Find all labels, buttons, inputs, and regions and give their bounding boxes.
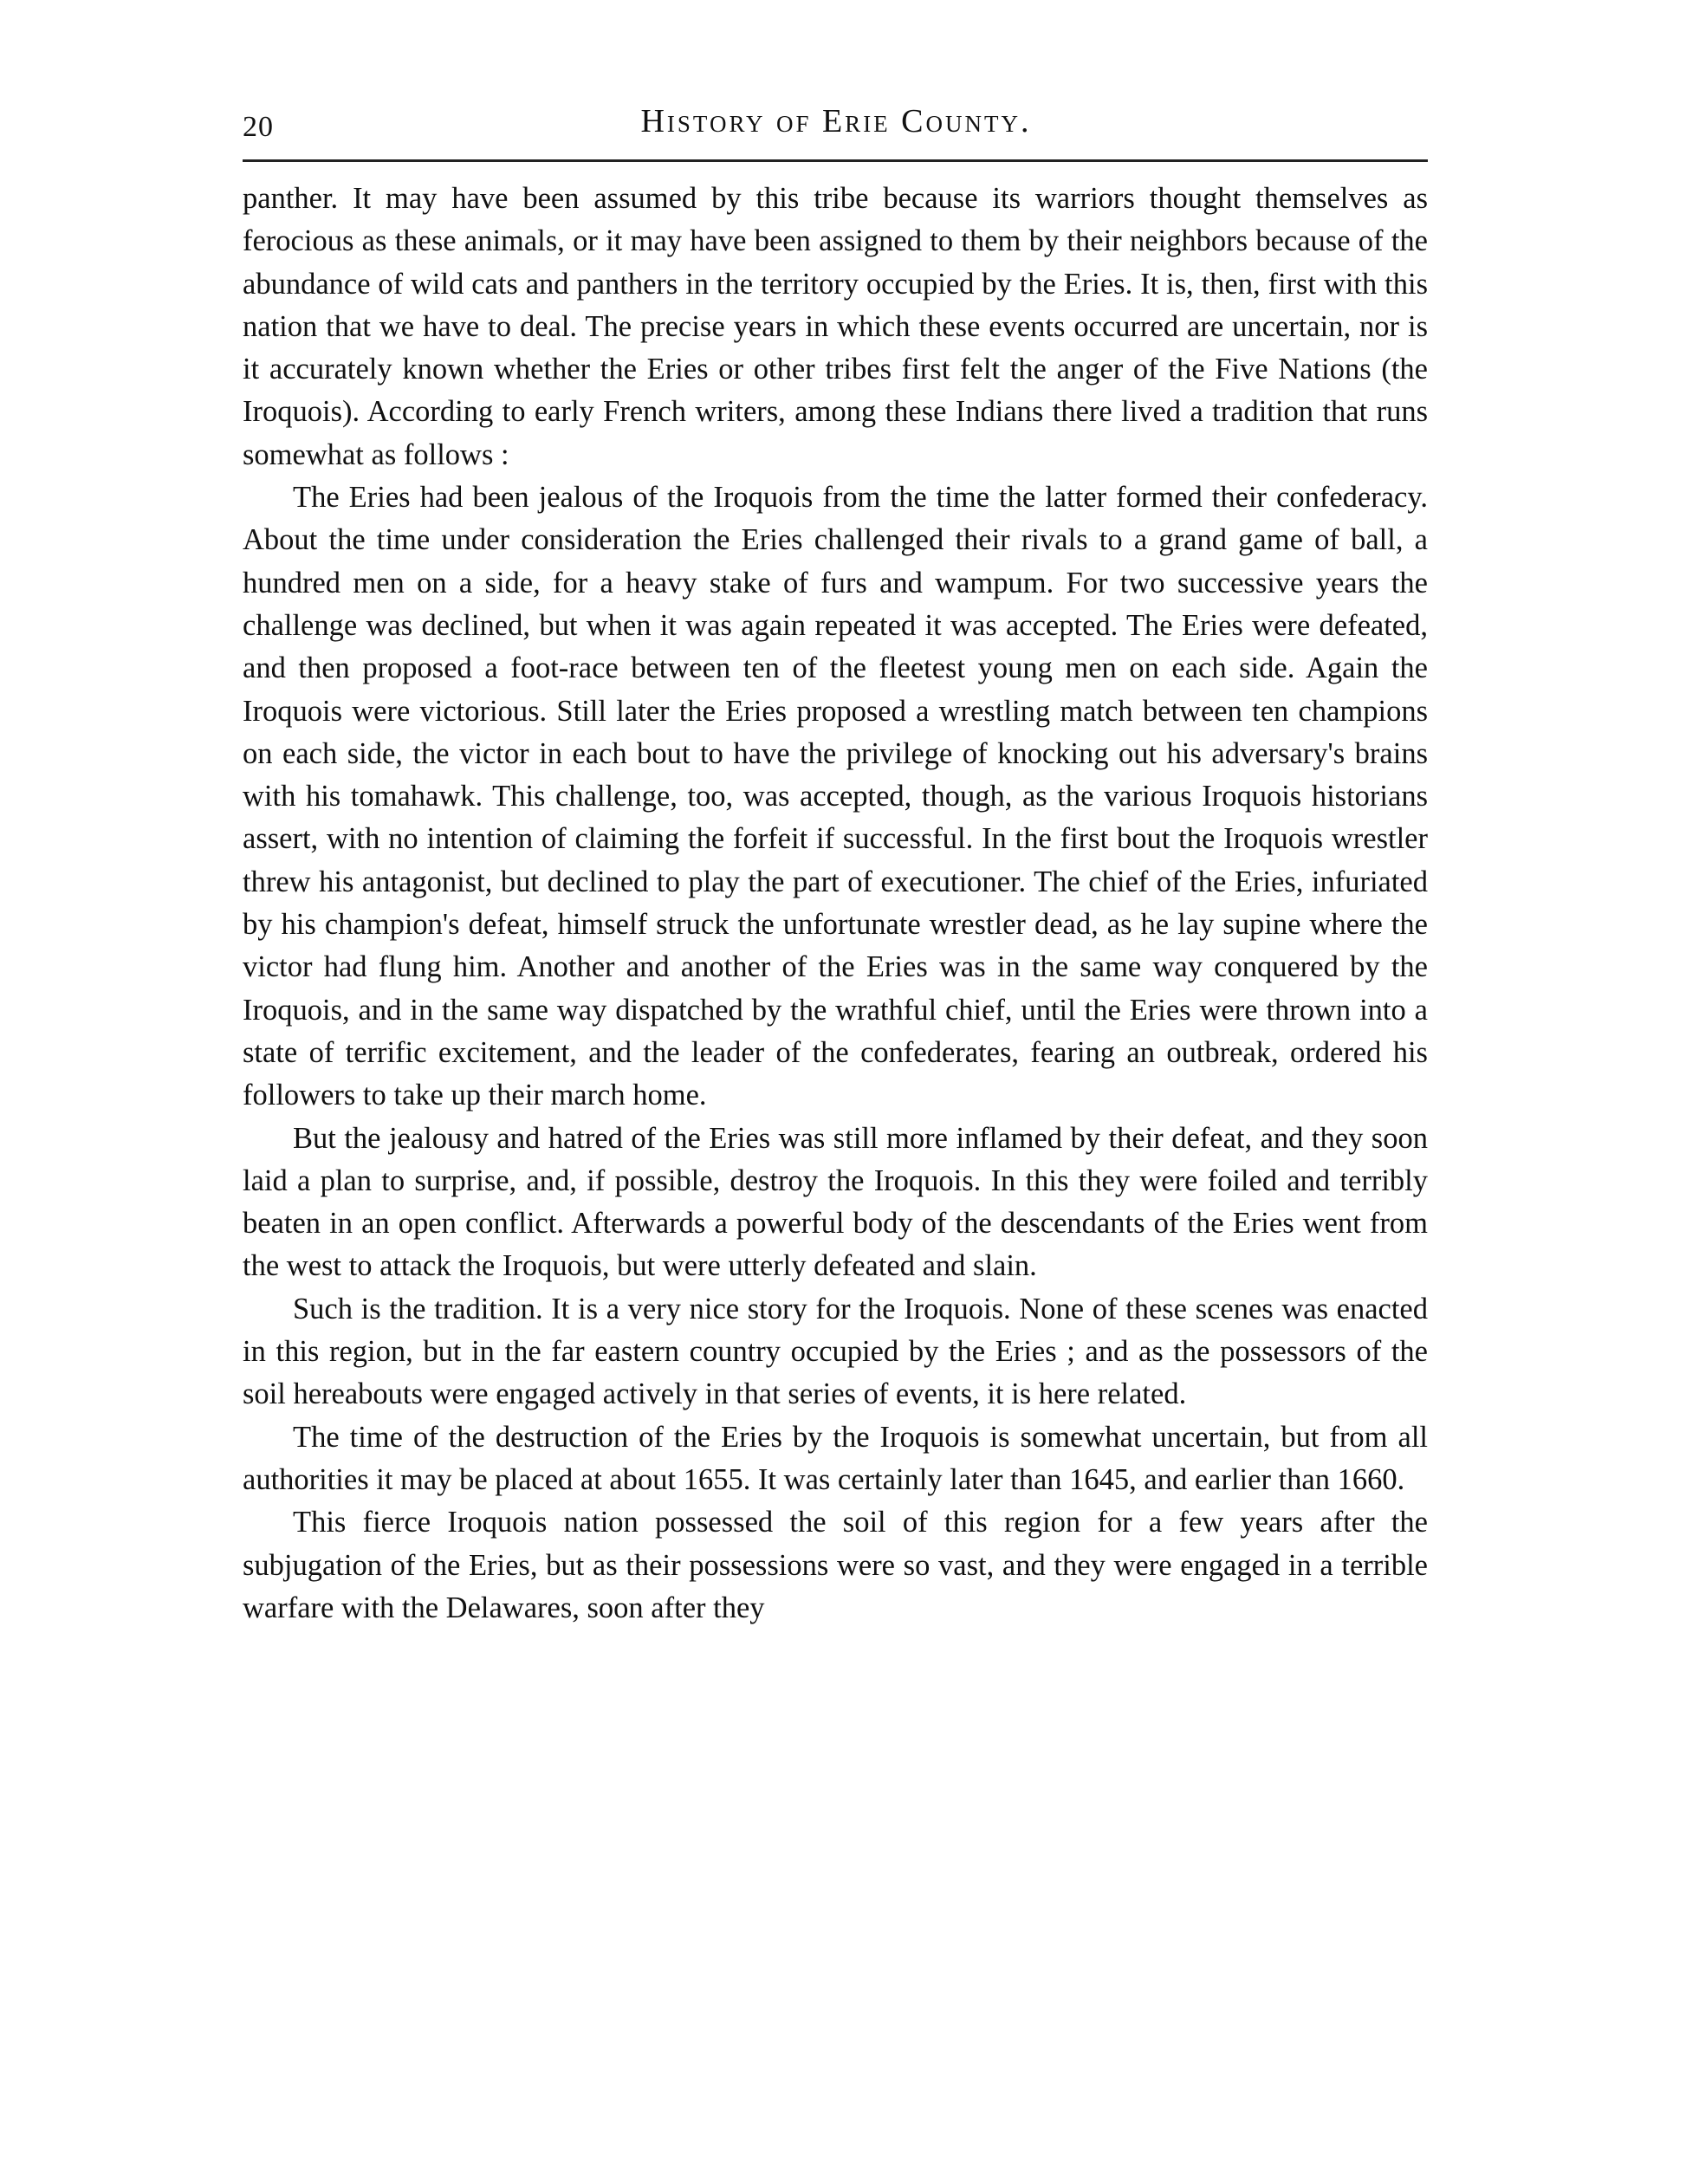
paragraph-1: panther. It may have been assumed by this tribe because its warriors thought themselves as ferocious as these animals, or it may have been assigned to them by their neighbors because of the abundance of wild cats and panthers in the territory occupied by the Eries. It is, then, first with this nation that we have to deal. The precise years in which these events occurred are uncertain, nor is it accurately known whether the Eries or other tribes first felt the anger of the Five Nations (the Iroquois). According to early French writers, among these Indians there lived a tradition that runs somewhat as follows : [243, 182, 1428, 471]
paragraph-4: Such is the tradition. It is a very nice story for the Iroquois. None of these scenes was enacted in this region, but in the far eastern country occupied by the Eries ; and as the possessors of the soil hereabouts were engaged actively in that series of events, it is here related. [243, 1292, 1428, 1411]
paragraph-2: The Eries had been jealous of the Iroquois from the time the latter formed their confederacy. About the time under consideration the Eries challenged their rivals to a grand game of ball, a hundred men on a side, for a heavy stake of furs and wampum. For two successive years the challenge was declined, but when it was again repeated it was accepted. The Eries were defeated, and then proposed a foot-race between ten of the fleetest young men on each side. Again the Iroquois were victorious. Still later the Eries proposed a wrestling match between ten champions on each side, the victor in each bout to have the privilege of knocking out his adversary's brains with his tomahawk. This challenge, too, was accepted, though, as the various Iroquois historians assert, with no intention of claiming the forfeit if successful. In the first bout the Iroquois wrestler threw his antagonist, but declined to play the part of executioner. The chief of the Eries, infuriated by his champion's defeat, himself struck the unfortunate wrestler dead, as he lay supine where the victor had flung him. Another and another of the Eries was in the same way conquered by the Iroquois, and in the same way dispatched by the wrathful chief, until the Eries were thrown into a state of terrific excitement, and the leader of the confederates, fearing an outbreak, ordered his followers to take up their march home. [243, 481, 1428, 1112]
running-title: History of Erie County. [640, 103, 1032, 139]
page-number: 20 [243, 111, 274, 143]
header-rule [243, 159, 1428, 162]
paragraph-5: The time of the destruction of the Eries by the Iroquois is somewhat uncertain, but from all authorities it may be placed at about 1655. It was certainly later than 1645, and earlier than 1660. [243, 1420, 1428, 1496]
body-text [243, 178, 1428, 1630]
paragraph-6: This fierce Iroquois nation possessed the soil of this region for a few years after the subjugation of the Eries, but as their possessions were so vast, and they were engaged in a terrible warfare with the Delawares, soon after they [243, 1506, 1428, 1624]
page-header [243, 94, 1430, 154]
paragraph-3: But the jealousy and hatred of the Eries was still more inflamed by their defeat, and they soon laid a plan to surprise, and, if possible, destroy the Iroquois. In this they were foiled and terribly beaten in an open conflict. Afterwards a powerful body of the descendants of the Eries went from the west to attack the Iroquois, but were utterly defeated and slain. [243, 1121, 1428, 1283]
